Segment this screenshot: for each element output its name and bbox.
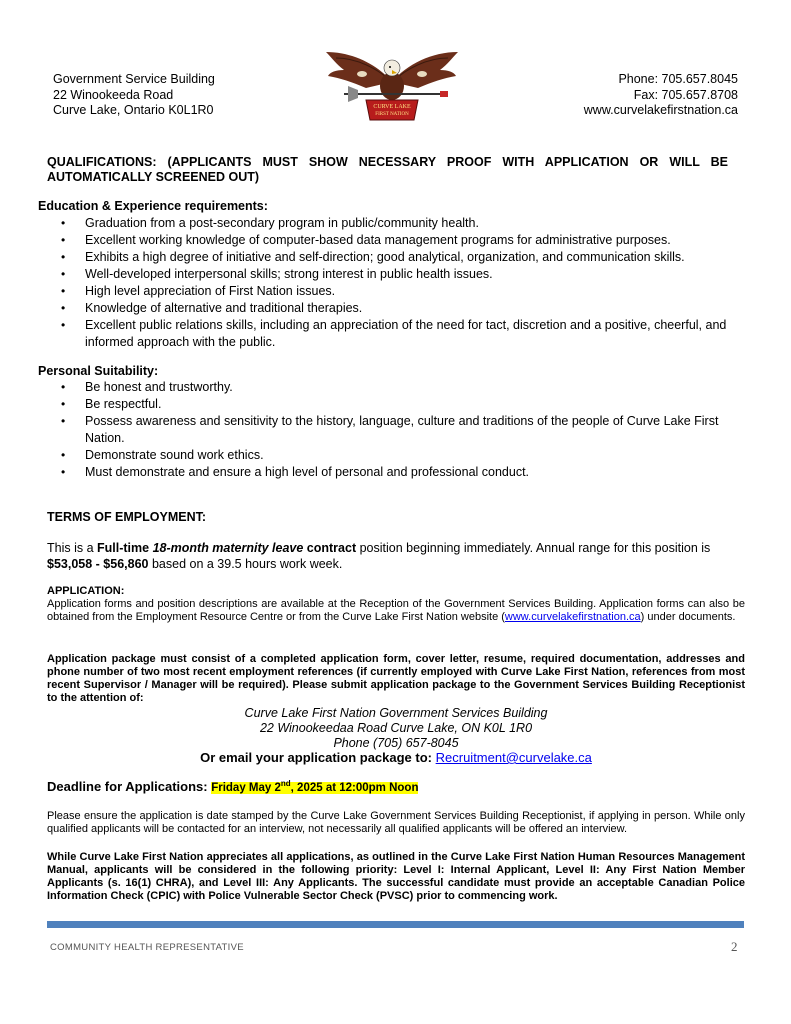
header-contact	[584, 72, 738, 119]
list-item: • Be respectful.	[39, 396, 751, 413]
website-line: www.curvelakefirstnation.ca	[583, 103, 738, 117]
email-label: Or email your application package to:	[200, 750, 436, 765]
terms-contract: contract	[303, 541, 357, 555]
list-item: • Knowledge of alternative and traditional therapies.	[39, 300, 751, 317]
deadline-time: , 2025 at 12:00pm Noon	[290, 782, 419, 794]
list-item: • Be honest and trustworthy.	[39, 379, 751, 396]
deadline-value	[211, 779, 419, 794]
personal-heading: Personal Suitability:	[38, 364, 159, 378]
list-item: • Demonstrate sound work ethics.	[39, 447, 751, 464]
website-link[interactable]: www.curvelakefirstnation.ca	[504, 611, 641, 623]
mailing-address	[47, 706, 745, 751]
deadline	[47, 779, 418, 794]
terms-text: This is a	[47, 541, 98, 555]
eagle-logo-icon	[322, 44, 462, 128]
application-package-text: Application package must consist of a completed application form, cover letter, resume, required documentation, addresses and phone number of two most recent employment references (if currently employed with Curve Lake First Nation, references from most recent Supervisor / Manager will be required). Please submit application package to the Government Services Building Receptionist to the attention of:	[47, 653, 745, 704]
application-heading: APPLICATION:	[47, 585, 125, 597]
terms-leave: 18-month maternity leave	[152, 541, 304, 555]
address-line: Curve Lake First Nation Government Services Building	[244, 706, 548, 720]
terms-text: position beginning immediately. Annual range for this position is	[356, 541, 711, 555]
list-item: • Graduation from a post-secondary program in public/community health.	[39, 215, 751, 232]
list-item: • Excellent public relations skills, including an appreciation of the need for tact, discretion and a positive, cheerful, and informed approach with the public.	[39, 317, 751, 351]
date-stamp-note: Please ensure the application is date stamped by the Curve Lake Government Services Building Receptionist, if applying in person. While only qualified applicants will be contacted for an interview, not necessarily all qualified applicants will be offered an interview.	[47, 810, 745, 835]
list-item: • Well-developed interpersonal skills; strong interest in public health issues.	[39, 266, 751, 283]
address-line: Curve Lake, Ontario K0L1R0	[53, 103, 214, 117]
education-list	[39, 215, 751, 351]
terms-heading: TERMS OF EMPLOYMENT:	[47, 510, 207, 524]
education-heading: Education & Experience requirements:	[38, 199, 268, 213]
application-text-1: Application forms and position descriptions are available at the Reception of the Government Services Building. Application forms can also be obtained from the Employment Resource Centre or from the Curve Lake First Nation website (	[47, 598, 745, 623]
personal-list	[39, 379, 751, 481]
salary-range: $53,058 - $56,860	[47, 557, 149, 571]
list-item: • Possess awareness and sensitivity to the history, language, culture and traditions of the people of Curve Lake First Nation.	[39, 413, 751, 447]
terms-paragraph	[47, 540, 747, 572]
address-line: Government Service Building	[53, 72, 215, 86]
address-line: Phone (705) 657-8045	[333, 736, 459, 750]
footer-title: COMMUNITY HEALTH REPRESENTATIVE	[50, 942, 244, 953]
header-address	[53, 72, 215, 119]
priority-note: While Curve Lake First Nation appreciates all applications, as outlined in the Curve Lake First Nation Human Resources Management Manual, applicants will be considered in the following priority: Level I: Internal Applicant, Level II: Any First Nation Member Applicants (s. 16(1) CHRA), and Level III: Any Applicants. The successful candidate must provide an acceptable Canadian Police Information Check (CPIC) with Police Vulnerable Sector Check (PVSC) prior to commencing work.	[47, 851, 745, 902]
deadline-suffix: nd	[280, 779, 291, 789]
list-item: • Excellent working knowledge of computer-based data management programs for administrative purposes.	[39, 232, 751, 249]
phone-line: Phone: 705.657.8045	[618, 72, 738, 86]
application-text	[47, 598, 745, 624]
deadline-label: Deadline for Applications:	[47, 779, 212, 794]
list-item: • Exhibits a high degree of initiative and self-direction; good analytical, organization, and communication skills.	[39, 249, 751, 266]
deadline-date: Friday May 2	[211, 782, 281, 794]
list-item: • High level appreciation of First Nation issues.	[39, 283, 751, 300]
footer-rule	[47, 921, 744, 928]
email-link[interactable]: Recruitment@curvelake.ca	[435, 750, 592, 765]
application-text-2: ) under documents.	[640, 611, 736, 623]
logo-text: CURVE LAKE	[373, 104, 411, 110]
address-line: 22 Winookeedaa Road Curve Lake, ON K0L 1R0	[259, 721, 533, 735]
qualifications-heading: QUALIFICATIONS: (APPLICANTS MUST SHOW NECESSARY PROOF WITH APPLICATION OR WILL BE AUTOMATICALLY SCREENED OUT)	[47, 155, 728, 184]
logo	[322, 44, 462, 128]
address-line: 22 Winookeeda Road	[53, 87, 174, 102]
page-number: 2	[731, 939, 738, 954]
logo-text: FIRST NATION	[375, 112, 409, 117]
terms-text: based on a 39.5 hours work week.	[148, 557, 343, 571]
terms-fulltime: Full-time	[97, 541, 153, 555]
email-line	[47, 750, 745, 765]
fax-line: Fax: 705.657.8708	[633, 87, 738, 102]
list-item: • Must demonstrate and ensure a high level of personal and professional conduct.	[39, 464, 751, 481]
